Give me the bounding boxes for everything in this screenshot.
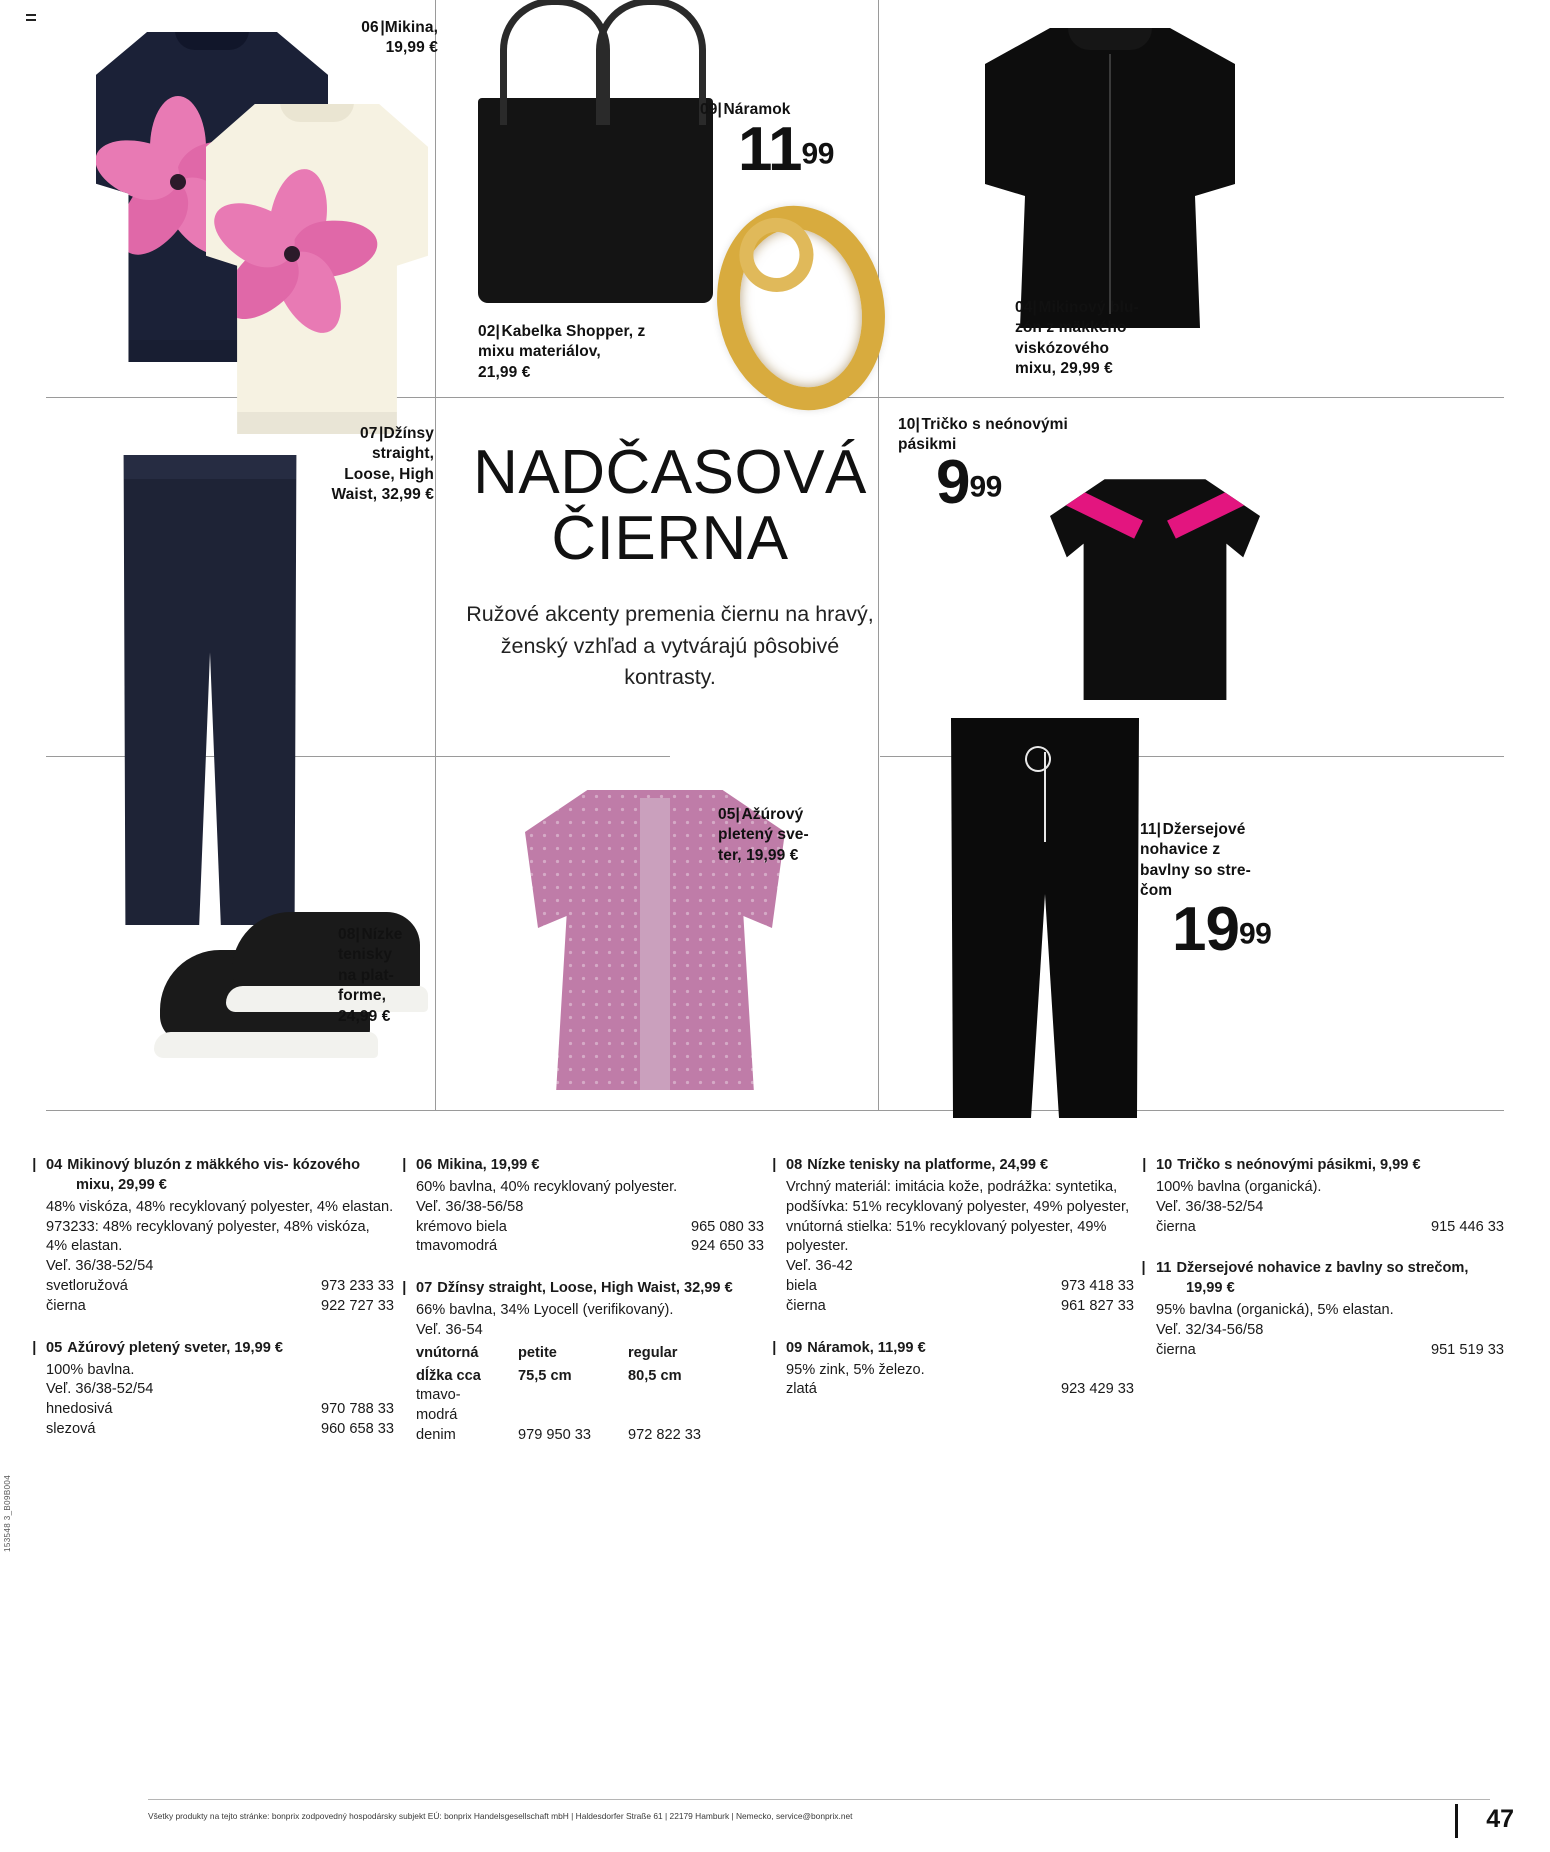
article-11-title: 11| Džersejové nohavice z bavlny so strečom, 19,99 € xyxy=(1141,1260,1469,1297)
article-column-3 xyxy=(772,1156,1134,1468)
article-11-number: 11 xyxy=(1156,1260,1172,1277)
product-image-jersey-pants xyxy=(945,718,1145,1118)
article-08-title: 08| Nízke tenisky na platforme, 24,99 € xyxy=(772,1157,1049,1173)
callout-02-line2: mixu materiálov, xyxy=(478,343,601,361)
article-11-code-1: 951 519 33 xyxy=(1430,1341,1504,1358)
article-07-col2-val: 80,5 cm xyxy=(628,1367,682,1384)
article-09-desc: 95% zink, 5% železo. xyxy=(786,1361,925,1378)
article-07-col2-head: regular xyxy=(628,1344,678,1361)
article-05-variant-row xyxy=(46,1420,394,1440)
callout-06-price: 19,99 € xyxy=(385,39,438,57)
article-08-title-l2: 24,99 € xyxy=(999,1157,1049,1173)
article-07-color-l2: modrá xyxy=(416,1407,458,1424)
article-07-title: 07| Džínsy straight, Loose, High Waist, 32,99 € xyxy=(402,1280,733,1297)
article-06-number: 06 xyxy=(416,1157,433,1173)
article-column-4 xyxy=(1141,1156,1504,1468)
callout-04-line1: Mikinový blu- xyxy=(1038,299,1139,316)
article-10-number: 10 xyxy=(1156,1157,1173,1173)
article-05-color-2: slezová xyxy=(46,1421,96,1438)
article-block-08 xyxy=(772,1156,1134,1317)
callout-04-number: 04 xyxy=(1015,299,1033,316)
article-08-desc: Vrchný materiál: imitácia kože, podrážka: syntetika, podšívka: 51% recyklovaný polyester, 49% polyester, vnútorná stielka: 51% recyklovaný polyester, 49% polyester. xyxy=(786,1178,1130,1255)
article-08-code-2: 961 827 33 xyxy=(1060,1297,1134,1314)
article-07-code-2: 972 822 33 xyxy=(628,1427,702,1444)
article-05-variant-row xyxy=(46,1400,394,1420)
article-08-color-1: biela xyxy=(786,1278,817,1295)
article-06-variant-row xyxy=(416,1237,764,1257)
callout-04-line3: viskózového xyxy=(1015,339,1110,357)
article-07-length-label-1: vnútorná xyxy=(416,1344,479,1361)
article-10-code-1: 915 446 33 xyxy=(1430,1218,1504,1235)
hero-paragraph: Ružové akcenty premenia čiernu na hravý, ženský vzhľad a vytvárajú pôsobivé kontrasty. xyxy=(466,602,874,689)
article-09-title-l1: Náramok, 11,99 € xyxy=(807,1339,926,1356)
callout-08-line3: na plat- xyxy=(338,966,394,984)
callout-06-mikina: 06 |Mikina, 19,99 € xyxy=(361,19,438,57)
article-07-number: 07 xyxy=(416,1280,433,1297)
callout-05-line1: Ažúrový xyxy=(741,806,804,823)
callout-08-tenisky: 08| Nízke tenisky na plat- forme, 24,99 € xyxy=(338,926,403,1025)
product-image-bomber-jacket xyxy=(985,28,1235,328)
article-04-size: Veľ. 36/38-52/54 xyxy=(46,1258,154,1275)
article-block-04 xyxy=(32,1156,394,1317)
article-04-desc: 48% viskóza, 48% recyklovaný polyester, 4% elastan. 973233: 48% recyklovaný polyester, 48% viskóza, 4% elastan. xyxy=(46,1198,394,1255)
callout-07-line1: Džínsy xyxy=(383,425,434,442)
article-04-code-2: 922 727 33 xyxy=(320,1297,394,1314)
article-09-title: 09| Náramok, 11,99 € xyxy=(772,1339,926,1356)
article-04-variant-row xyxy=(46,1297,394,1317)
price-09 xyxy=(738,115,834,184)
article-05-number: 05 xyxy=(46,1339,63,1356)
article-05-code-1: 970 788 33 xyxy=(320,1401,394,1418)
callout-04-line2: zón z mäkkého xyxy=(1015,319,1127,337)
callout-10-line1: Tričko s neónovými xyxy=(921,416,1068,433)
hero-title xyxy=(460,440,880,571)
article-09-color-1: zlatá xyxy=(786,1381,817,1398)
footer-legal-text: Všetky produkty na tejto stránke: bonprix zodpovedný hospodársky subjekt EÚ: bonprix Handelsgesellschaft mbH | Haldesdorfer Straße 61 | 22179 Hamburk | Nemecko, service@bonprix.net xyxy=(148,1811,853,1822)
price-10-cents: 99 xyxy=(969,470,1002,504)
callout-08-line4: forme, xyxy=(338,987,386,1005)
footer-divider xyxy=(148,1799,1490,1800)
article-07-size: Veľ. 36-54 xyxy=(416,1321,483,1338)
article-07-desc: 66% bavlna, 34% Lyocell (verifikovaný). xyxy=(416,1302,674,1319)
article-06-color-1: krémovo biela xyxy=(416,1218,507,1235)
article-11-title-l1: Džersejové nohavice z bavlny so xyxy=(1176,1260,1404,1277)
article-04-color-1: svetloružová xyxy=(46,1278,128,1295)
callout-08-line2: tenisky xyxy=(338,946,393,964)
price-09-cents: 99 xyxy=(801,137,834,171)
callout-02-line1: Kabelka Shopper, z xyxy=(501,323,646,340)
article-07-color-row-2 xyxy=(416,1406,764,1426)
article-04-color-2: čierna xyxy=(46,1297,86,1314)
price-11 xyxy=(1172,895,1272,964)
hero-title-line1: NADČASOVÁ xyxy=(473,438,867,507)
callout-07-line3: Loose, High xyxy=(344,465,434,483)
product-image-neon-tee xyxy=(1050,470,1260,700)
price-11-main: 19 xyxy=(1172,895,1239,964)
article-07-color-l1: tmavo- xyxy=(416,1387,461,1404)
callout-11-line4: čom xyxy=(1140,882,1173,900)
spine-code: 153548 3_B09B004 xyxy=(3,1474,12,1552)
article-07-col1-val: 75,5 cm xyxy=(518,1367,572,1384)
callout-11-line1: Džersejové xyxy=(1162,821,1246,838)
callout-05-azurovy-sveter: 05| Ažúrový pletený sve- ter, 19,99 € xyxy=(718,806,809,864)
article-block-07 xyxy=(402,1279,764,1446)
product-image-bracelet xyxy=(718,205,884,411)
article-column-1 xyxy=(32,1156,394,1468)
article-block-09 xyxy=(772,1339,1134,1401)
price-09-main: 11 xyxy=(738,115,802,184)
article-05-title: 05| Ažúrový pletený sveter, 19,99 € xyxy=(32,1339,284,1356)
price-11-cents: 99 xyxy=(1238,917,1272,951)
article-10-variant-row xyxy=(1156,1218,1504,1238)
page-number-bar xyxy=(1455,1804,1458,1838)
article-06-title-l1: Mikina, 19,99 € xyxy=(437,1157,540,1173)
callout-06-text: Mikina, xyxy=(384,19,438,36)
article-05-color-1: hnedosivá xyxy=(46,1401,113,1418)
article-09-variant-row xyxy=(786,1380,1134,1400)
article-07-length-label-2: dĺžka cca xyxy=(416,1367,481,1384)
article-10-title: 10| Tričko s neónovými pásikmi, 9,99 € xyxy=(1142,1157,1421,1173)
article-11-size: Veľ. 32/34-56/58 xyxy=(1156,1321,1264,1338)
callout-11-nohavice: 11| Džersejové nohavice z bavlny so stre- čom xyxy=(1140,821,1251,900)
article-block-11 xyxy=(1141,1259,1504,1360)
article-11-title-l2: strečom, 19,99 € xyxy=(1186,1260,1469,1297)
article-05-title-l1: Ažúrový pletený sveter, 19,99 € xyxy=(67,1339,284,1356)
article-block-05 xyxy=(32,1339,394,1440)
callout-08-line1: Nízke xyxy=(361,926,403,943)
callout-07-line4: Waist, 32,99 € xyxy=(331,486,434,504)
article-06-code-2: 924 650 33 xyxy=(690,1238,764,1255)
article-column-2 xyxy=(402,1156,764,1468)
callout-07-line2: straight, xyxy=(371,445,434,463)
product-image-shopper-bag xyxy=(478,98,713,303)
article-07-color-row-1 xyxy=(416,1386,764,1406)
article-07-length-header xyxy=(416,1344,764,1364)
article-07-col1-head: petite xyxy=(518,1344,557,1361)
article-07-title-l1: Džínsy straight, Loose, High xyxy=(437,1280,634,1297)
product-image-sweater-cream xyxy=(206,104,428,434)
callout-09-number: 09 xyxy=(700,101,718,118)
article-08-color-2: čierna xyxy=(786,1297,826,1314)
article-08-title-l1: Nízke tenisky na platforme, xyxy=(807,1157,996,1173)
callout-10-tricko: 10| Tričko s neónovými pásikmi xyxy=(898,416,1068,454)
article-07-color-row-3 xyxy=(416,1426,764,1446)
article-10-desc: 100% bavlna (organická). xyxy=(1156,1178,1322,1195)
article-04-title: 04| Mikinový bluzón z mäkkého vis- kózového mixu, 29,99 € xyxy=(32,1157,360,1193)
callout-04-mikinovy-bluzon: 04| Mikinový blu- zón z mäkkého viskózového mixu, 29,99 € xyxy=(1015,299,1139,378)
article-04-variant-row xyxy=(46,1277,394,1297)
callout-08-number: 08 xyxy=(338,926,356,943)
callout-11-line3: bavlny so stre- xyxy=(1140,861,1251,879)
article-10-size: Veľ. 36/38-52/54 xyxy=(1156,1198,1264,1215)
callout-10-line2: pásikmi xyxy=(898,436,957,454)
article-08-variant-row xyxy=(786,1277,1134,1297)
article-08-size: Veľ. 36-42 xyxy=(786,1258,853,1275)
price-10-main: 9 xyxy=(936,448,970,517)
article-04-title-l1: Mikinový bluzón z mäkkého vis- xyxy=(67,1157,289,1173)
article-06-variant-row xyxy=(416,1218,764,1238)
callout-08-line5: 24,99 € xyxy=(338,1007,391,1025)
callout-09-text: Náramok xyxy=(723,101,791,118)
callout-04-line4: mixu, 29,99 € xyxy=(1015,360,1113,378)
registration-mark-icon xyxy=(26,14,36,26)
article-04-code-1: 973 233 33 xyxy=(320,1278,394,1295)
article-10-color-1: čierna xyxy=(1156,1218,1196,1235)
article-06-code-1: 965 080 33 xyxy=(690,1218,764,1235)
callout-02-number: 02 xyxy=(478,323,496,340)
callout-10-number: 10 xyxy=(898,416,916,433)
article-06-size: Veľ. 36/38-56/58 xyxy=(416,1198,524,1215)
article-11-color-1: čierna xyxy=(1156,1341,1196,1358)
callout-06-number: 06 xyxy=(361,19,379,36)
article-08-code-1: 973 418 33 xyxy=(1060,1278,1134,1295)
article-08-number: 08 xyxy=(786,1157,803,1173)
article-11-variant-row xyxy=(1156,1341,1504,1361)
hero-block xyxy=(460,440,880,693)
article-05-size: Veľ. 36/38-52/54 xyxy=(46,1381,154,1398)
callout-05-number: 05 xyxy=(718,806,736,823)
article-10-title-l1: Tričko s neónovými pásikmi, xyxy=(1177,1157,1376,1173)
callout-09-naramok: 09| Náramok xyxy=(700,101,791,118)
article-09-number: 09 xyxy=(786,1339,803,1356)
article-07-title-l2: Waist, 32,99 € xyxy=(637,1280,733,1297)
page-number: 47 xyxy=(1486,1805,1514,1833)
article-07-length-values xyxy=(416,1367,764,1387)
article-07-code-1: 979 950 33 xyxy=(518,1427,592,1444)
article-07-color-l3: denim xyxy=(416,1427,456,1444)
callout-02-kabelka: 02| Kabelka Shopper, z mixu materiálov, 21,99 € xyxy=(478,323,646,381)
article-06-desc: 60% bavlna, 40% recyklovaný polyester. xyxy=(416,1178,678,1195)
article-block-06 xyxy=(402,1156,764,1257)
article-06-title: 06| Mikina, 19,99 € xyxy=(402,1157,540,1173)
callout-05-line2: pletený sve- xyxy=(718,826,809,844)
hero-title-line2: ČIERNA xyxy=(551,503,789,573)
product-image-jeans-straight xyxy=(120,455,300,925)
article-05-code-2: 960 658 33 xyxy=(320,1421,394,1438)
article-08-variant-row xyxy=(786,1297,1134,1317)
article-block-10 xyxy=(1142,1156,1504,1237)
article-06-color-2: tmavomodrá xyxy=(416,1238,498,1255)
callout-02-line3: 21,99 € xyxy=(478,363,531,381)
grid-rule-horizontal-4 xyxy=(46,1110,1504,1111)
callout-07-number: 07 xyxy=(359,425,378,442)
article-11-desc: 95% bavlna (organická), 5% elastan. xyxy=(1156,1302,1394,1319)
article-04-title-l2: kózového mixu, 29,99 € xyxy=(76,1157,360,1193)
article-09-code-1: 923 429 33 xyxy=(1060,1381,1134,1398)
article-05-desc: 100% bavlna. xyxy=(46,1361,135,1378)
callout-11-number: 11 xyxy=(1140,821,1157,838)
article-details-grid xyxy=(32,1156,1504,1468)
price-10 xyxy=(936,448,1002,517)
callout-07-dzinsy: 07 |Džínsy straight, Loose, High Waist, 32,99 € xyxy=(331,425,434,504)
article-04-number: 04 xyxy=(46,1157,63,1173)
article-10-title-l2: 9,99 € xyxy=(1380,1157,1421,1173)
callout-11-line2: nohavice z xyxy=(1140,841,1221,859)
callout-05-line3: ter, 19,99 € xyxy=(718,846,799,864)
